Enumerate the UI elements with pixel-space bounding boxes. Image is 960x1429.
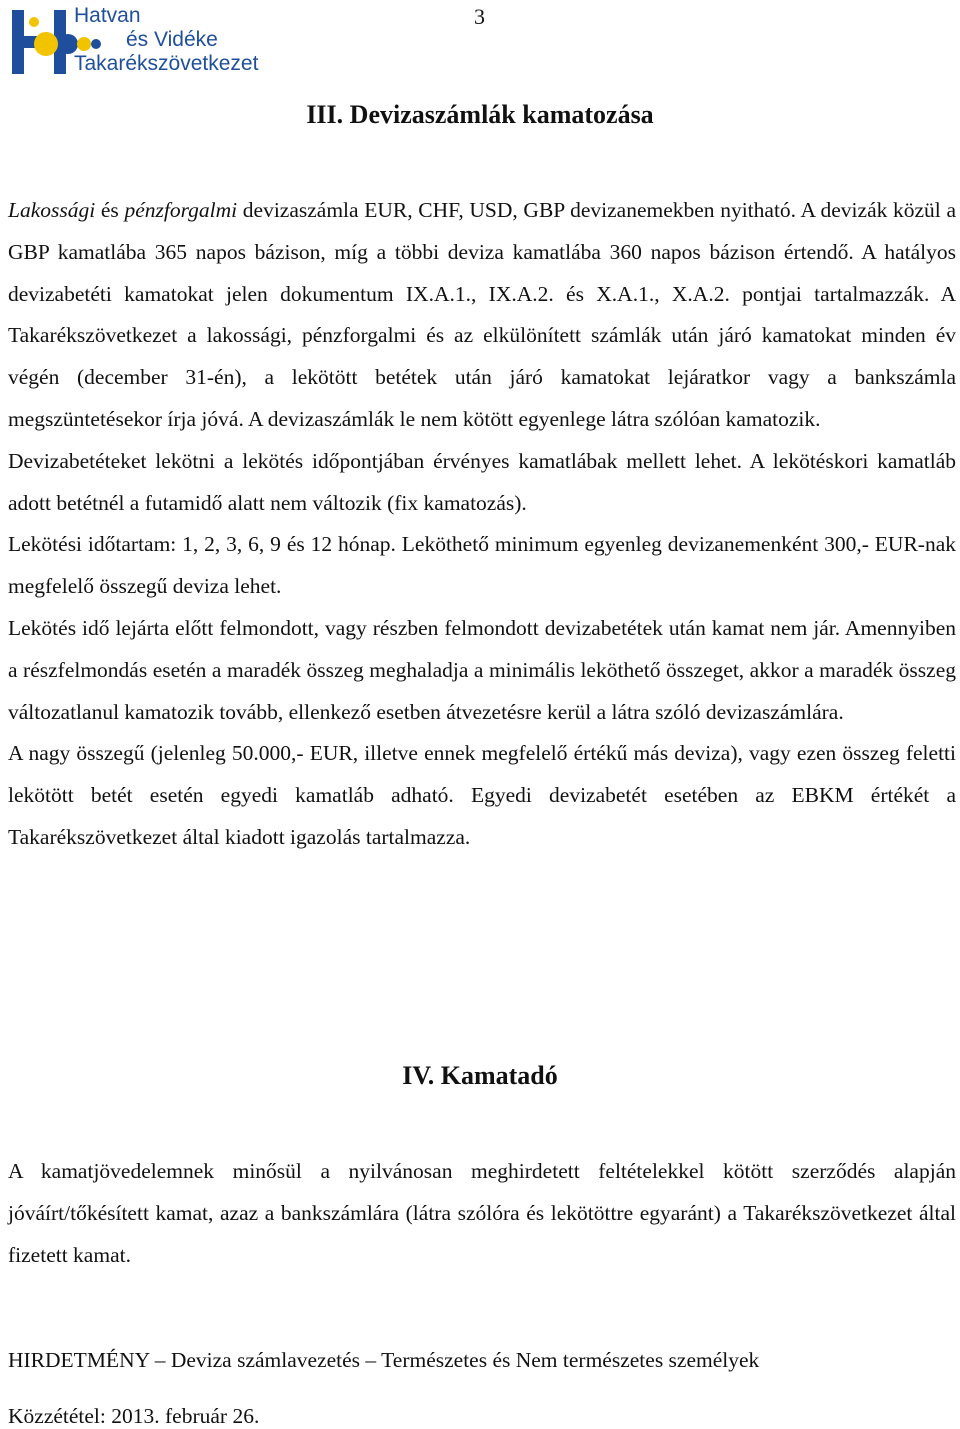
penzforgalmi-emphasis: pénzforgalmi — [124, 198, 238, 222]
section-3-paragraph-4: Lekötés idő lejárta előtt felmondott, vagy részben felmondott devizabetétek után kamat nem jár. Amennyiben a részfelmondás esetén a maradék összeg meghaladja a minimális leköthető összeget, akkor a maradék összeg változatlanul kamatozik tovább, ellenkező esetben átvezetésre kerül a látra szóló devizaszámlára. — [8, 615, 956, 724]
section-3-paragraph-1 — [8, 190, 956, 441]
section-3-title: III. Devizaszámlák kamatozása — [306, 100, 654, 129]
logo-line-1: Hatvan — [74, 4, 141, 27]
section-3-paragraph-3: Lekötési időtartam: 1, 2, 3, 6, 9 és 12 hónap. Leköthető minimum egyenleg devizanemenként 300,- EUR-nak megfelelő összegű deviza lehet. — [8, 532, 956, 599]
p1-connector: és — [95, 198, 125, 222]
logo-line-3: Takarékszövetkezet — [74, 52, 259, 75]
section-4-body — [8, 1151, 956, 1276]
footer-line-1: HIRDETMÉNY – Deviza számlavezetés – Természetes és Nem természetes személyek — [8, 1348, 760, 1372]
logo-line-2: és Vidéke — [126, 28, 218, 51]
page-number: 3 — [474, 4, 485, 29]
section-3-body — [8, 190, 956, 859]
lakossagi-emphasis: Lakossági — [8, 198, 96, 222]
section-3-paragraph-2: Devizabetéteket lekötni a lekötés időpontjában érvényes kamatlábak mellett lehet. A lekötéskori kamatláb adott betétnél a futamidő alatt nem változik (fix kamatozás). — [8, 448, 956, 515]
p1-text: devizaszámla EUR, CHF, USD, GBP devizanemekben nyitható. A devizák közül a GBP kamatlába 365 napos bázison, míg a többi deviza kamatlába 360 napos bázison értendő. A hatályos devizabetéti kamatokat jelen dokumentum IX.A.1., IX.A.2. és X.A.1., X.A.2. pontjai tartalmazzák. A Takarékszövetkezet a lakossági, pénzforgalmi és az elkülönített számlák után járó kamatokat minden év végén (december 31-én), a lekötött betétek után járó kamatokat lejáratkor vagy a bankszámla megszüntetésekor írja jóvá. A devizaszámlák le nem kötött egyenlege látra szólóan kamatozik. — [8, 198, 956, 431]
section-4-title: IV. Kamatadó — [402, 1061, 558, 1090]
logo — [6, 4, 306, 78]
footer-line-2: Közzététel: 2013. február 26. — [8, 1404, 260, 1428]
section-3-paragraph-5: A nagy összegű (jelenleg 50.000,- EUR, illetve ennek megfelelő értékű más deviza), vagy ezen összeg feletti lekötött betét esetén egyedi kamatláb adható. Egyedi devizabetét esetében az EBKM értékét a Takarékszövetkezet által kiadott igazolás tartalmazza. — [8, 741, 956, 849]
logo-text — [74, 4, 314, 76]
section-4-paragraph-1: A kamatjövedelemnek minősül a nyilvánosan meghirdetett feltételekkel kötött szerződés alapján jóváírt/tőkésített kamat, azaz a bankszámlára (látra szólóra és lekötöttre egyaránt) a Takarékszövetkezet által fizetett kamat. — [8, 1159, 956, 1267]
